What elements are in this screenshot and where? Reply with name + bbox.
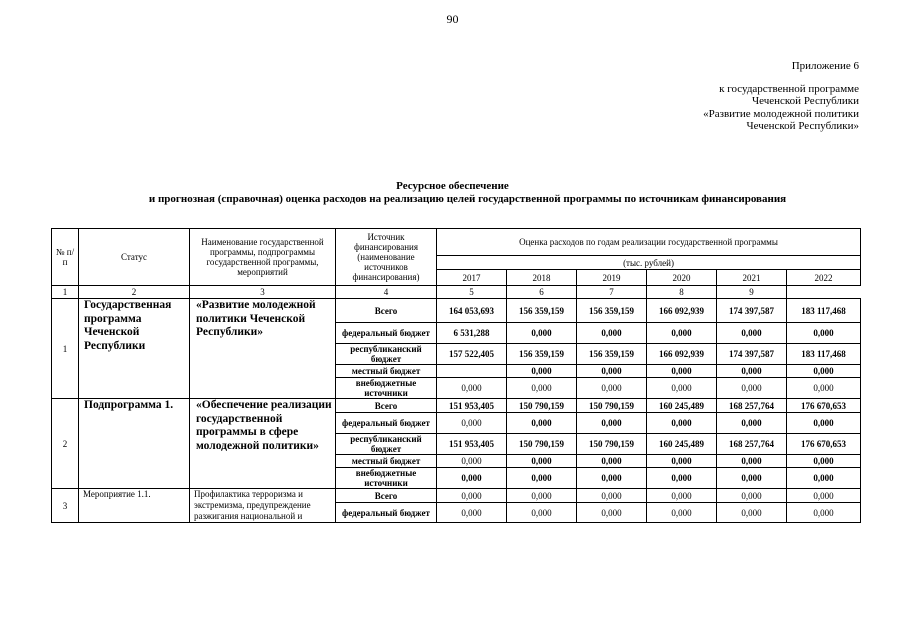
column-number: 3 xyxy=(190,286,336,299)
amount-cell: 6 531,288 xyxy=(437,323,507,344)
amount-cell: 0,000 xyxy=(717,468,787,489)
appendix-line: «Развитие молодежной политики xyxy=(703,107,859,120)
funding-source: Всего xyxy=(336,399,437,413)
amount-cell: 0,000 xyxy=(507,378,577,399)
header-year: 2019 xyxy=(577,270,647,286)
amount-cell: 0,000 xyxy=(787,468,861,489)
amount-cell: 151 953,405 xyxy=(437,399,507,413)
funding-source: федеральный бюджет xyxy=(336,503,437,523)
column-number: 1 xyxy=(52,286,79,299)
amount-cell: 0,000 xyxy=(437,378,507,399)
amount-cell: 0,000 xyxy=(647,468,717,489)
amount-cell: 176 670,653 xyxy=(787,434,861,455)
funding-source: Всего xyxy=(336,489,437,503)
page-number: 90 xyxy=(446,12,459,26)
column-number: 8 xyxy=(647,286,717,299)
funding-source: местный бюджет xyxy=(336,365,437,378)
appendix-title: Приложение 6 xyxy=(791,60,859,72)
amount-cell: 0,000 xyxy=(717,489,787,503)
amount-cell: 0,000 xyxy=(787,378,861,399)
amount-cell: 0,000 xyxy=(647,413,717,434)
row-program-name: «Развитие молодежной политики Чеченской Республики» xyxy=(190,299,336,399)
table-row xyxy=(52,399,861,413)
appendix-line: к государственной программе xyxy=(719,82,859,95)
row-program-name: Профилактика терроризма и экстремизма, предупреждение разжигания национальной и xyxy=(190,489,336,523)
column-number: 7 xyxy=(577,286,647,299)
amount-cell: 157 522,405 xyxy=(437,344,507,365)
header-row xyxy=(52,229,861,256)
amount-cell: 150 790,159 xyxy=(577,399,647,413)
amount-cell: 174 397,587 xyxy=(717,299,787,323)
amount-cell: 150 790,159 xyxy=(507,434,577,455)
column-number: 2 xyxy=(79,286,190,299)
column-number: 5 xyxy=(437,286,507,299)
amount-cell: 0,000 xyxy=(437,413,507,434)
header-name: Наименование государственной программы, подпрограммы государственной программы, мероприятий xyxy=(190,229,336,286)
amount-cell: 0,000 xyxy=(647,489,717,503)
amount-cell: 0,000 xyxy=(577,323,647,344)
amount-cell: 166 092,939 xyxy=(647,299,717,323)
amount-cell: 0,000 xyxy=(437,503,507,523)
row-status: Мероприятие 1.1. xyxy=(79,489,190,523)
row-number: 2 xyxy=(52,399,79,489)
funding-source: федеральный бюджет xyxy=(336,413,437,434)
amount-cell: 150 790,159 xyxy=(577,434,647,455)
amount-cell: 156 359,159 xyxy=(507,344,577,365)
header-year: 2018 xyxy=(507,270,577,286)
amount-cell: 0,000 xyxy=(507,323,577,344)
amount-cell: 0,000 xyxy=(787,365,861,378)
amount-cell: 0,000 xyxy=(647,365,717,378)
table-row xyxy=(52,299,861,323)
funding-source: республиканский бюджет xyxy=(336,434,437,455)
amount-cell xyxy=(437,365,507,378)
header-year: 2017 xyxy=(437,270,507,286)
row-status: Подпрограмма 1. xyxy=(79,399,190,489)
amount-cell: 0,000 xyxy=(787,323,861,344)
column-number: 9 xyxy=(717,286,787,299)
appendix-line: Чеченской Республики» xyxy=(746,120,859,132)
column-number: 6 xyxy=(507,286,577,299)
amount-cell: 0,000 xyxy=(717,323,787,344)
amount-cell: 156 359,159 xyxy=(577,299,647,323)
amount-cell: 151 953,405 xyxy=(437,434,507,455)
row-number: 1 xyxy=(52,299,79,399)
amount-cell: 0,000 xyxy=(717,413,787,434)
amount-cell: 166 092,939 xyxy=(647,344,717,365)
amount-cell: 0,000 xyxy=(787,455,861,468)
header-year: 2022 xyxy=(787,270,861,286)
amount-cell: 156 359,159 xyxy=(577,344,647,365)
row-program-name: «Обеспечение реализации государственной программы в сфере молодежной политики» xyxy=(190,399,336,489)
amount-cell: 156 359,159 xyxy=(507,299,577,323)
document-title-line2: и прогнозная (справочная) оценка расходов на реализацию целей государственной программы по источникам финансирования xyxy=(148,193,787,205)
amount-cell: 0,000 xyxy=(577,503,647,523)
amount-cell: 168 257,764 xyxy=(717,434,787,455)
document-title xyxy=(0,180,905,206)
amount-cell: 160 245,489 xyxy=(647,399,717,413)
amount-cell: 0,000 xyxy=(647,323,717,344)
amount-cell: 160 245,489 xyxy=(647,434,717,455)
amount-cell: 0,000 xyxy=(717,365,787,378)
amount-cell: 0,000 xyxy=(507,489,577,503)
amount-cell: 0,000 xyxy=(507,413,577,434)
header-num: № п/п xyxy=(52,229,79,286)
amount-cell: 176 670,653 xyxy=(787,399,861,413)
amount-cell: 0,000 xyxy=(647,503,717,523)
amount-cell: 150 790,159 xyxy=(507,399,577,413)
funding-source: республиканский бюджет xyxy=(336,344,437,365)
header-units: (тыс. рублей) xyxy=(437,256,861,270)
amount-cell: 0,000 xyxy=(787,503,861,523)
amount-cell: 0,000 xyxy=(577,413,647,434)
amount-cell: 0,000 xyxy=(787,489,861,503)
amount-cell: 0,000 xyxy=(717,503,787,523)
amount-cell: 0,000 xyxy=(437,468,507,489)
amount-cell: 0,000 xyxy=(577,489,647,503)
amount-cell: 0,000 xyxy=(647,455,717,468)
amount-cell: 0,000 xyxy=(437,455,507,468)
amount-cell: 0,000 xyxy=(577,378,647,399)
amount-cell: 183 117,468 xyxy=(787,299,861,323)
funding-source: внебюджетные источники xyxy=(336,378,437,399)
amount-cell: 0,000 xyxy=(507,503,577,523)
funding-source: местный бюджет xyxy=(336,455,437,468)
amount-cell: 0,000 xyxy=(507,365,577,378)
amount-cell: 0,000 xyxy=(717,455,787,468)
amount-cell: 0,000 xyxy=(507,468,577,489)
header-status: Статус xyxy=(79,229,190,286)
header-source: Источник финансирования (наименование источников финансирования) xyxy=(336,229,437,286)
funding-source: Всего xyxy=(336,299,437,323)
document-title-line1: Ресурсное обеспечение xyxy=(396,180,509,192)
header-year: 2021 xyxy=(717,270,787,286)
appendix-block xyxy=(703,60,859,133)
amount-cell: 0,000 xyxy=(577,455,647,468)
header-year: 2020 xyxy=(647,270,717,286)
table-row xyxy=(52,489,861,503)
amount-cell: 0,000 xyxy=(507,455,577,468)
amount-cell: 0,000 xyxy=(577,468,647,489)
header-estimate: Оценка расходов по годам реализации государственной программы xyxy=(437,229,861,256)
amount-cell: 164 053,693 xyxy=(437,299,507,323)
row-number: 3 xyxy=(52,489,79,523)
appendix-line: Чеченской Республики xyxy=(751,95,859,107)
amount-cell: 183 117,468 xyxy=(787,344,861,365)
funding-source: федеральный бюджет xyxy=(336,323,437,344)
row-status: Государственная программа Чеченской Республики xyxy=(79,299,190,399)
amount-cell: 0,000 xyxy=(787,413,861,434)
amount-cell: 0,000 xyxy=(577,365,647,378)
funding-source: внебюджетные источники xyxy=(336,468,437,489)
column-number: 4 xyxy=(336,286,437,299)
column-number-row xyxy=(52,286,861,299)
budget-table xyxy=(51,228,861,523)
amount-cell: 168 257,764 xyxy=(717,399,787,413)
amount-cell: 0,000 xyxy=(647,378,717,399)
amount-cell: 0,000 xyxy=(717,378,787,399)
amount-cell: 0,000 xyxy=(437,489,507,503)
amount-cell: 174 397,587 xyxy=(717,344,787,365)
